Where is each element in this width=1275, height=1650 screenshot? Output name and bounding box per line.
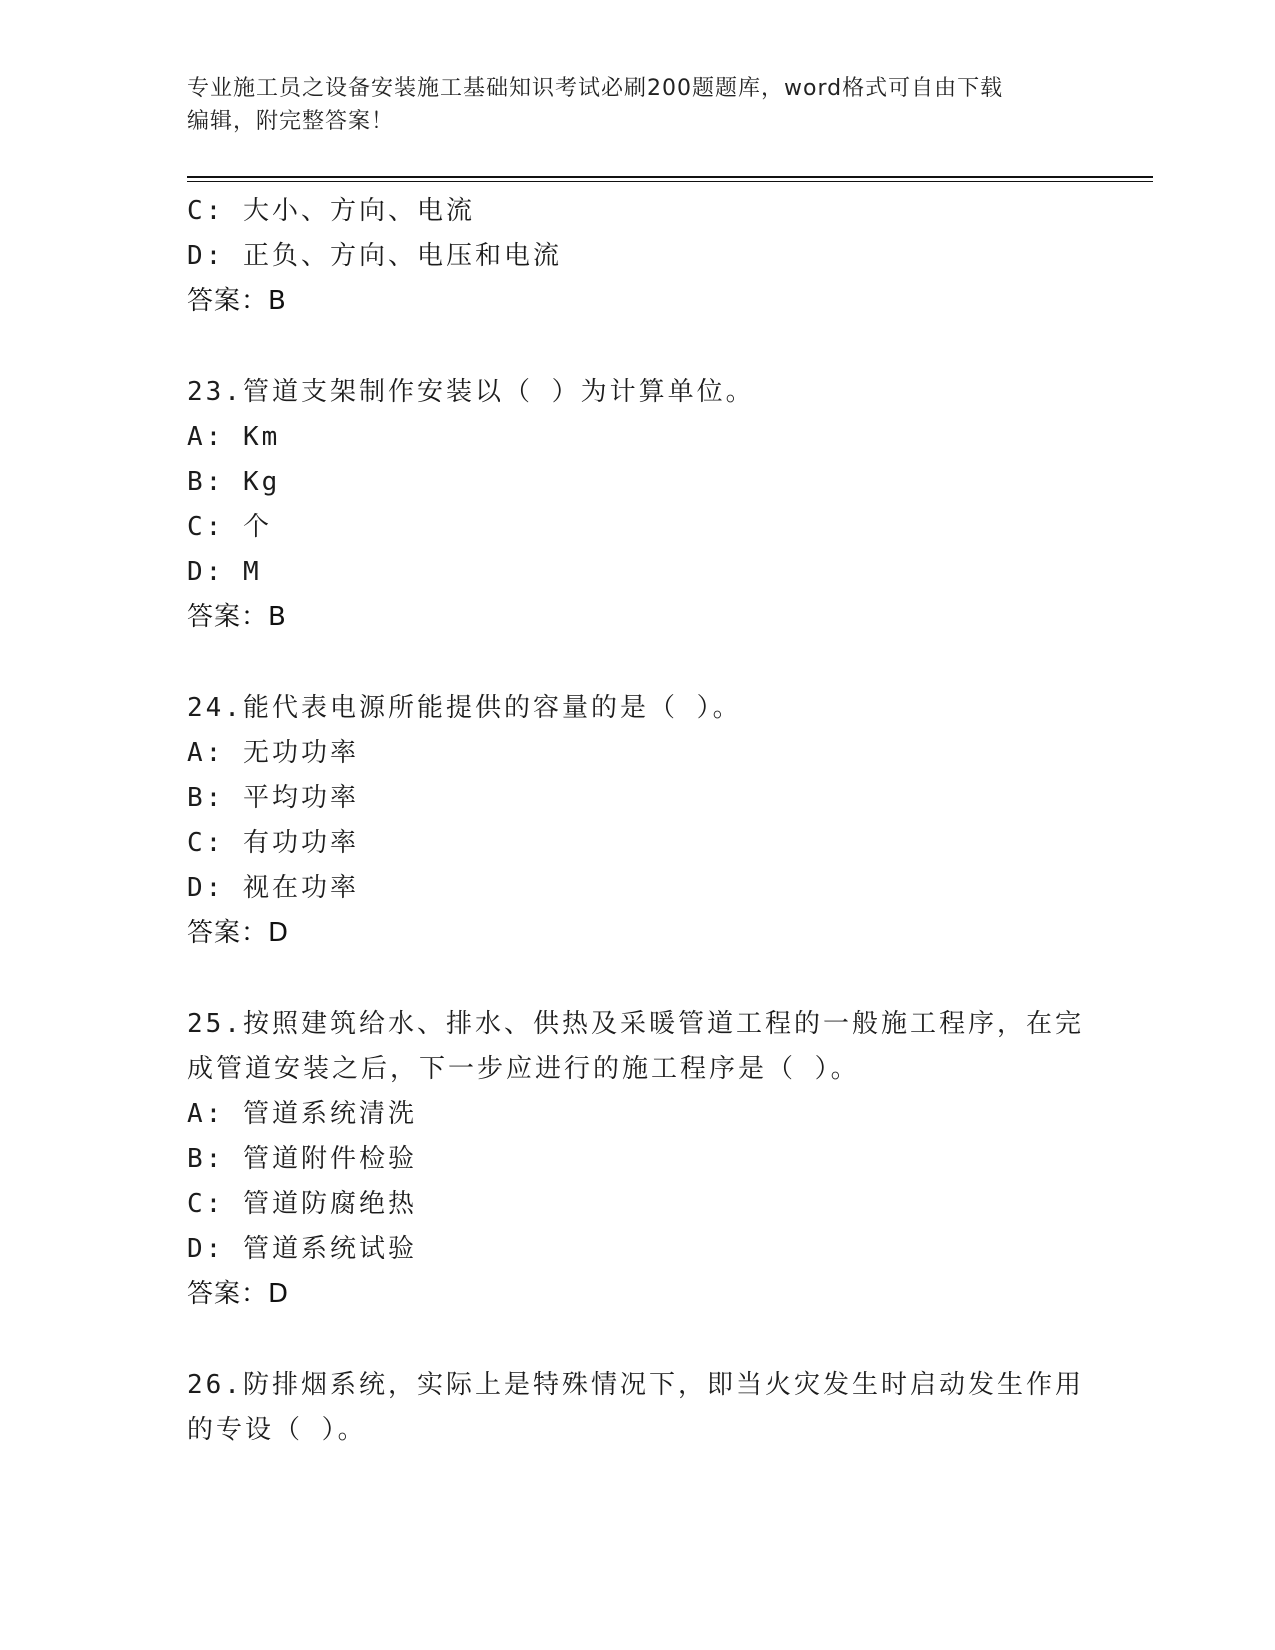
- option-a: A: 无功功率: [187, 738, 359, 768]
- option-c: C: 有功功率: [187, 828, 359, 858]
- answer: 答案：B: [187, 602, 287, 632]
- option-b: B: Kg: [187, 467, 281, 497]
- question-24: [187, 686, 1087, 956]
- question-stem-line-2: 成管道安装之后，下一步应进行的施工程序是（ ）。: [187, 1054, 860, 1084]
- option-b: B: 管道附件检验: [187, 1144, 417, 1174]
- header-divider-thick: [187, 176, 1153, 178]
- answer: 答案：B: [187, 286, 287, 316]
- question-list: [187, 189, 1087, 1453]
- question-stem-line-1: 25.按照建筑给水、排水、供热及采暖管道工程的一般施工程序，在完: [187, 1009, 1084, 1039]
- option-c: C: 个: [187, 512, 272, 542]
- question-26: [187, 1363, 1087, 1453]
- question-25: [187, 1002, 1087, 1317]
- document-header: [187, 72, 1087, 138]
- option-a: A: 管道系统清洗: [187, 1099, 417, 1129]
- header-divider-thin: [187, 181, 1153, 182]
- option-b: B: 平均功率: [187, 783, 359, 813]
- option-d: D: 管道系统试验: [187, 1234, 417, 1264]
- question-stem: 24.能代表电源所能提供的容量的是（ ）。: [187, 693, 742, 723]
- option-c: C: 大小、方向、电流: [187, 196, 475, 226]
- header-line-1: 专业施工员之设备安装施工基础知识考试必刷200题题库，word格式可自由下载: [187, 76, 1004, 101]
- question-stem-line-2: 的专设（ ）。: [187, 1415, 367, 1445]
- option-d: D: M: [187, 557, 262, 587]
- answer: 答案：D: [187, 1279, 290, 1309]
- question-stem-line-1: 26.防排烟系统，实际上是特殊情况下，即当火灾发生时启动发生作用: [187, 1370, 1084, 1400]
- option-a: A: Km: [187, 422, 281, 452]
- question-22-continued: [187, 189, 1087, 324]
- question-23: [187, 370, 1087, 640]
- header-line-2: 编辑，附完整答案！: [187, 109, 395, 134]
- option-d: D: 视在功率: [187, 873, 359, 903]
- question-stem: 23.管道支架制作安装以（ ）为计算单位。: [187, 377, 755, 407]
- option-c: C: 管道防腐绝热: [187, 1189, 417, 1219]
- option-d: D: 正负、方向、电压和电流: [187, 241, 562, 271]
- answer: 答案：D: [187, 918, 290, 948]
